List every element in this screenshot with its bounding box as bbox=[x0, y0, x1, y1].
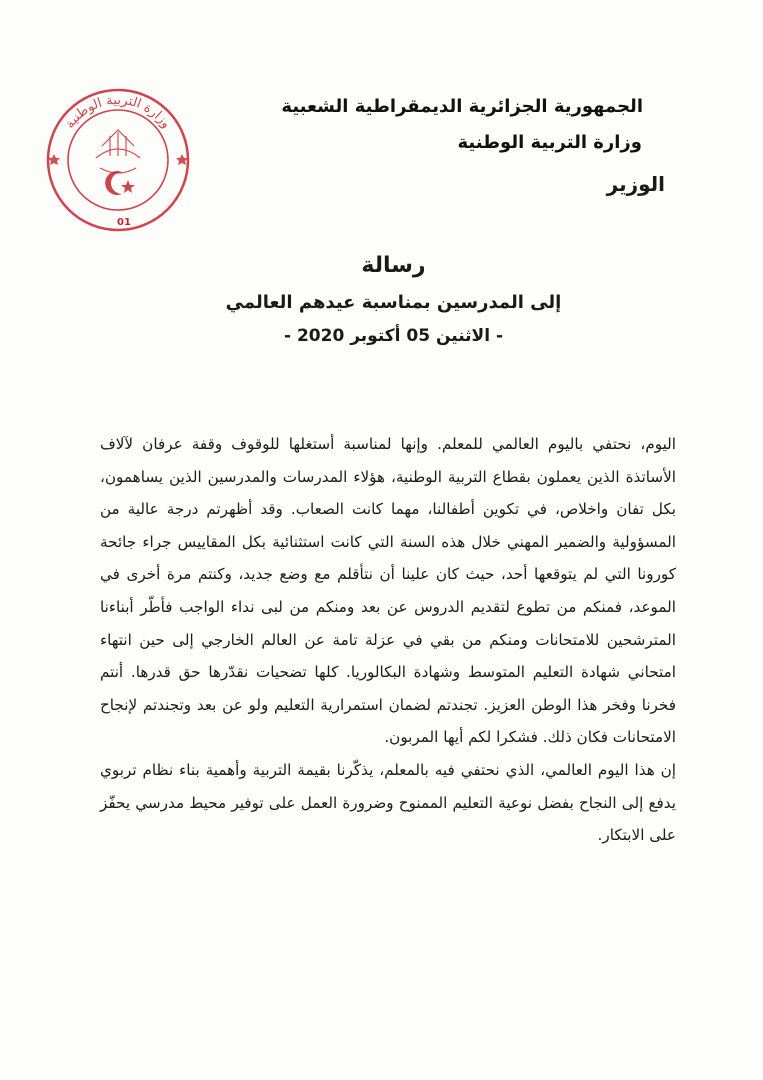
svg-text:وزارة التربية الوطنية: وزارة التربية الوطنية bbox=[62, 92, 174, 132]
letter-body bbox=[100, 428, 676, 852]
body-paragraph-2: إن هذا اليوم العالمي، الذي نحتفي فيه بالمعلم، يذكّرنا بقيمة التربية وأهمية بناء نظام تربوي يدفع إلى النجاح بفضل نوعية التعليم الممنوح وضرورة العمل على توفير محيط مدرسي يحفّز على الابتكار. bbox=[100, 760, 676, 845]
svg-text:01: 01 bbox=[117, 217, 131, 228]
body-paragraph-1: اليوم، نحتفي باليوم العالمي للمعلم. وإنها لمناسبة أستغلها للوقوف وقفة عرفان لآلاف الأساتذة الذين يعملون بقطاع التربية الوطنية، هؤلاء المدرسات والمدرسين الذين يساهمون، بكل تفان واخلاص، في تكوين أطفالنا، مهما كانت الصعاب. وقد أظهرتم درجة عالية من المسؤولية والضمير المهني خلال هذه السنة التي كانت استثنائية بكل المقاييس جراء جائحة كورونا التي لم يتوقعها أحد، حيث كان علينا أن نتأقلم مع وضع جديد، وكنتم مرة أخرى في الموعد، فمنكم من تطوع لتقديم الدروس عن بعد ومنكم من لبى نداء الواجب فأطّر أبناءنا المترشحين للامتحانات ومنكم من بقي في عزلة تامة عن العالم الخارجي إلى حين انتهاء امتحاني شهادة التعليم المتوسط وشهادة البكالوريا. كلها تضحيات نقدّرها حق قدرها. أنتم فخرنا وفخر هذا الوطن العزيز. تجندتم لضمان استمرارية التعليم ولو عن بعد وتجندتم لإنجاح الامتحانات فكان ذلك. فشكرا لكم أيها المربون. bbox=[100, 435, 676, 747]
letter-title: رسالة bbox=[361, 253, 426, 278]
letter-subtitle: إلى المدرسين بمناسبة عيدهم العالمي bbox=[225, 292, 562, 313]
ministry-title: وزارة التربية الوطنية bbox=[457, 132, 642, 153]
minister-label: الوزير bbox=[606, 172, 665, 196]
letter-date: - الاثنين 05 أكتوبر 2020 - bbox=[283, 326, 504, 346]
republic-title: الجمهورية الجزائرية الديمقراطية الشعبية bbox=[281, 96, 643, 117]
ministry-seal bbox=[44, 86, 192, 234]
